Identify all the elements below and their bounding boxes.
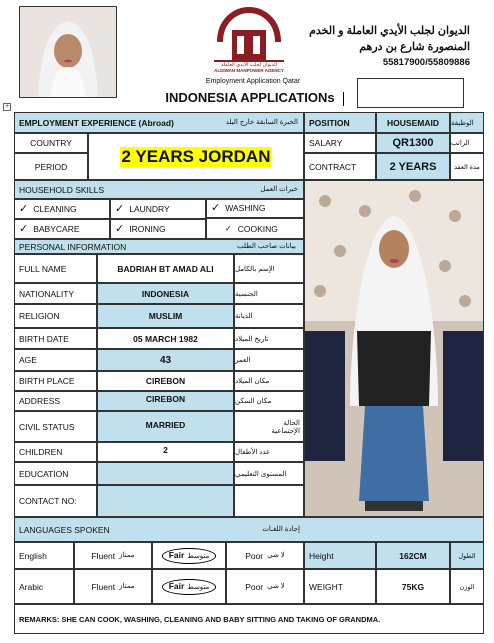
contract-label-cell [304, 153, 376, 180]
row-value: INDONESIA [141, 288, 190, 299]
measure-label: Height [309, 550, 334, 561]
arabic-education [234, 462, 304, 485]
agency-logo [206, 6, 292, 76]
label-age [14, 349, 97, 371]
lang-arabic-cell [14, 569, 74, 604]
row-value: CIREBON [145, 394, 186, 404]
row-value: MARRIED [145, 420, 186, 430]
skill-cooking [206, 218, 304, 239]
measure-arabic: الطول [458, 552, 476, 560]
skill-label: WASHING [225, 203, 266, 213]
measure-arabic: الوزن [459, 583, 475, 591]
poor-label: Poor [245, 581, 264, 592]
skill-label: IRONING [129, 224, 166, 234]
measure-label: WEIGHT [309, 581, 343, 592]
english-fair-cell [152, 542, 226, 569]
row-arabic: عدد الأطفال [235, 449, 271, 456]
period-label-cell [14, 153, 88, 180]
salary-label-cell [304, 133, 376, 153]
weight-arabic-cell [450, 569, 484, 604]
salary-value-cell [376, 133, 450, 153]
row-label: FULL NAME [19, 263, 67, 274]
position-arabic: الوظيفة [451, 119, 474, 127]
label-birth-date [14, 328, 97, 349]
applicant-photo-large [304, 180, 484, 517]
row-arabic: المستوى التعليمي [235, 470, 287, 478]
agency-name-arabic-line2: المنصورة شارع بن درهم [359, 41, 470, 53]
arabic-address [234, 391, 304, 411]
salary-value: QR1300 [392, 137, 434, 149]
weight-label-cell [304, 569, 376, 604]
title-side-box [357, 78, 464, 108]
arabic-religion [234, 304, 304, 328]
english-poor-cell [226, 542, 304, 569]
arabic-birth-place [234, 371, 304, 391]
fair-arabic: متوسط [187, 583, 210, 591]
contract-arabic-cell [450, 153, 484, 180]
fluent-arabic: ممتاز [119, 582, 135, 590]
row-label: RELIGION [19, 311, 60, 321]
row-arabic: الديانة [235, 313, 253, 320]
height-arabic-cell [450, 542, 484, 569]
value-birth-place [97, 371, 234, 391]
skills-label: HOUSEHOLD SKILLS [19, 184, 105, 195]
row-label: CONTACT NO: [19, 496, 77, 506]
label-address [14, 391, 97, 411]
position-arabic-cell [450, 112, 484, 133]
poor-arabic: لا شي [267, 551, 285, 559]
fair-selected-ellipse [162, 548, 217, 564]
value-contact-no [97, 485, 234, 517]
row-arabic: تاريخ الميلاد [235, 335, 269, 343]
skill-label: CLEANING [33, 204, 77, 214]
applicant-photo-small [19, 6, 117, 98]
position-label: POSITION [309, 117, 350, 128]
check-icon: ✓ [19, 223, 29, 235]
label-civil-status [14, 411, 97, 442]
arabic-birth-date [234, 328, 304, 349]
value-age [97, 349, 234, 371]
period-label: PERIOD [34, 161, 68, 172]
fair-selected-ellipse [162, 579, 217, 595]
agency-phones: 55817900/55809886 [382, 57, 470, 68]
poor-label: Poor [245, 550, 264, 561]
check-icon: ✓ [115, 223, 125, 235]
fair-arabic: متوسط [187, 552, 210, 560]
row-arabic: الحالة الإجتماعية [271, 419, 300, 435]
row-value: CIREBON [145, 376, 186, 386]
fluent-arabic: ممتاز [119, 551, 135, 559]
form-title: INDONESIA APPLICATIONs [165, 90, 335, 105]
value-education [97, 462, 234, 485]
arabic-civil-status [234, 411, 304, 442]
value-full-name [97, 254, 234, 283]
value-birth-date [97, 328, 234, 349]
fair-label: Fair [168, 580, 185, 591]
row-value: BADRIAH BT AMAD ALI [117, 263, 214, 274]
height-label-cell [304, 542, 376, 569]
row-value: 43 [159, 354, 172, 366]
row-label: EDUCATION [19, 468, 69, 479]
salary-arabic: الراتب [451, 140, 470, 147]
value-address [97, 391, 234, 411]
label-birth-place [14, 371, 97, 391]
poor-arabic: لا شي [267, 582, 285, 590]
row-arabic: الإسم بالكامل [235, 265, 275, 273]
form-subtitle: Employment Application Qatar [205, 78, 301, 85]
fluent-label: Fluent [91, 581, 116, 592]
row-value: 2 [163, 445, 168, 455]
contract-value-cell [376, 153, 450, 180]
skills-label-arabic: خبرات العمل [260, 186, 298, 193]
check-icon: ✓ [19, 203, 29, 215]
row-arabic: الجنسية [235, 290, 258, 298]
skill-label: COOKING [237, 223, 278, 234]
measure-value: 75KG [401, 581, 425, 592]
row-label: BIRTH DATE [19, 333, 69, 344]
lang-english-cell [14, 542, 74, 569]
label-nationality [14, 283, 97, 304]
personal-label: PERSONAL INFORMATION [19, 241, 127, 252]
table-anchor-handle[interactable]: + [4, 103, 10, 110]
row-label: BIRTH PLACE [19, 376, 75, 386]
experience-value-cell [88, 133, 304, 180]
agency-name-arabic-line1: الديوان لجلب الأيدي العاملة و الخدم [309, 25, 470, 37]
fair-label: Fair [168, 549, 185, 560]
language-name: English [19, 550, 47, 561]
skill-cleaning [14, 199, 110, 219]
skill-washing [206, 199, 304, 218]
contract-label: CONTRACT [309, 161, 357, 172]
arabic-full-name [234, 254, 304, 283]
english-fluent-cell [74, 542, 152, 569]
logo-text-english: ALDIWAN MANPOWER AGENCY [214, 68, 284, 73]
weight-value-cell [376, 569, 450, 604]
remarks-text: REMARKS: SHE CAN COOK, WASHING, CLEANING AND BABY SITTING AND TAKING OF GRANDMA. [19, 614, 381, 624]
row-label: AGE [19, 355, 37, 365]
title-cursor [343, 92, 344, 106]
fluent-label: Fluent [91, 550, 116, 561]
position-label-cell [304, 112, 376, 133]
row-label: ADDRESS [19, 396, 61, 406]
skill-babycare [14, 219, 110, 239]
languages-label: LANGUAGES SPOKEN [19, 524, 110, 535]
value-civil-status [97, 411, 234, 442]
value-children [97, 442, 234, 462]
check-icon: ✓ [115, 203, 125, 215]
country-label: COUNTRY [30, 138, 72, 148]
value-religion [97, 304, 234, 328]
arabic-nationality [234, 283, 304, 304]
arabic-fair-cell [152, 569, 226, 604]
skill-laundry [110, 199, 206, 219]
label-children [14, 442, 97, 462]
label-religion [14, 304, 97, 328]
skill-label: BABYCARE [33, 224, 80, 234]
label-contact-no [14, 485, 97, 517]
measure-value: 162CM [399, 550, 427, 561]
row-label: NATIONALITY [19, 288, 75, 299]
personal-label-arabic: بيانات صاحب الطلب [236, 243, 296, 250]
employment-label-arabic: الخبرة السابقة خارج البلد [225, 119, 298, 126]
arabic-contact-no [234, 485, 304, 517]
languages-label-arabic: إجادة اللغـات [262, 526, 300, 533]
remarks-cell [14, 604, 484, 634]
experience-value: 2 YEARS JORDAN [121, 146, 271, 166]
language-name: Arabic [19, 581, 44, 592]
check-icon: ✓ [211, 202, 221, 214]
position-value-cell [376, 112, 450, 133]
row-arabic: العمر [235, 357, 251, 364]
row-arabic: مكان الميلاد [235, 378, 270, 385]
row-label: CIVIL STATUS [19, 421, 75, 432]
contract-value: 2 YEARS [389, 160, 437, 173]
label-full-name [14, 254, 97, 283]
country-label-cell [14, 133, 88, 153]
row-arabic: مكان السكن [235, 398, 272, 405]
skill-ironing [110, 219, 206, 239]
arabic-children [234, 442, 304, 462]
check-icon: ✓ [225, 223, 232, 233]
row-value: 05 MARCH 1982 [133, 333, 198, 344]
row-label: CHILDREN [19, 447, 63, 457]
arabic-age [234, 349, 304, 371]
skill-label: LAUNDRY [129, 204, 170, 214]
salary-label: SALARY [309, 138, 343, 148]
employment-label: EMPLOYMENT EXPERIENCE (Abroad) [19, 117, 174, 128]
height-value-cell [376, 542, 450, 569]
position-value: HOUSEMAID [387, 117, 439, 128]
contract-arabic: مدة العقد [454, 163, 480, 171]
logo-text-arabic: الديوان لجلب الأيدي العاملة [220, 62, 278, 68]
label-education [14, 462, 97, 485]
arabic-fluent-cell [74, 569, 152, 604]
row-value: MUSLIM [148, 311, 183, 321]
salary-arabic-cell [450, 133, 484, 153]
arabic-poor-cell [226, 569, 304, 604]
value-nationality [97, 283, 234, 304]
